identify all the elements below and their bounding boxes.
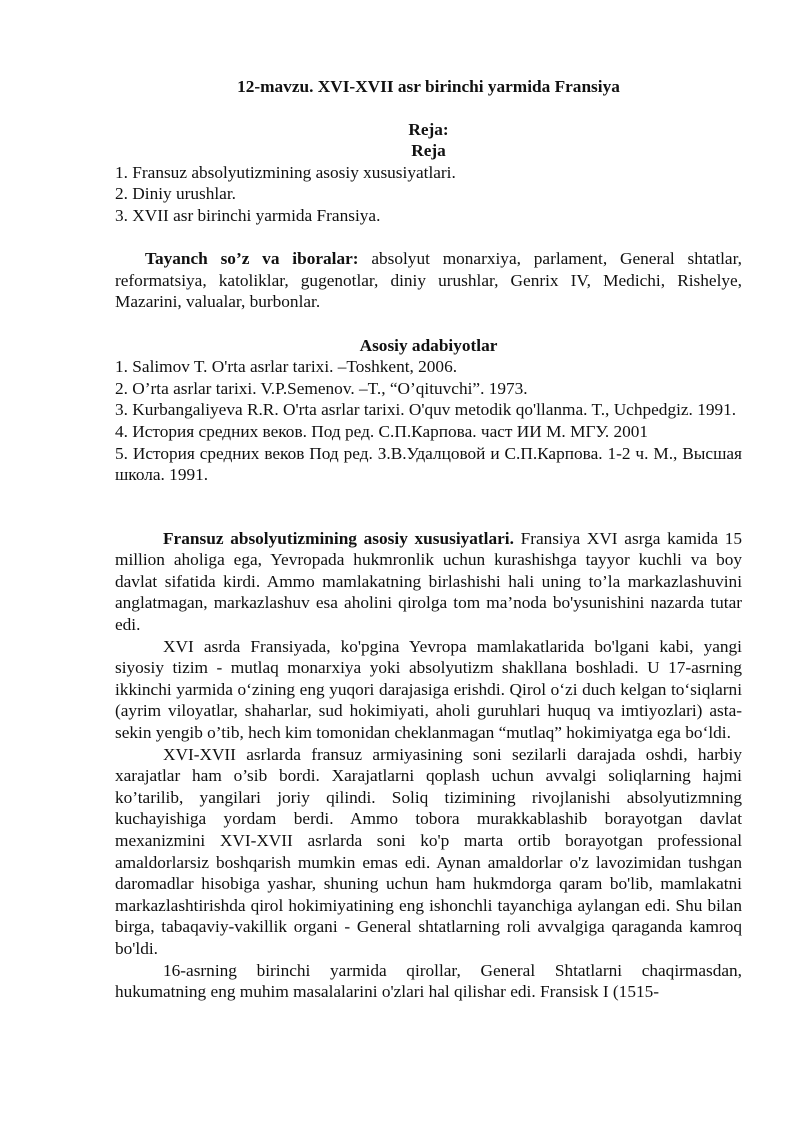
- body-paragraph-2: XVI asrda Fransiyada, ko'pgina Yevropa mamlakatlarida bo'lgani kabi, yangi siyosiy tizim - mutlaq monarxiya yoki absolyutizm shakllana boshladi. U 17-asrning ikkinchi yarmida o‘zining eng yuqori darajasiga erishdi. Qirol o‘zi duch kelgan to‘siqlarni (ayrim viloyatlar, shaharlar, sud hokimiyati, aholi guruhlari huquq va imtiyozlari) asta-sekin yengib o’tib, hech kim tomonidan cheklanmagan “mutlaq” hokimiyatga ega bo‘ldi.: [115, 636, 742, 743]
- section-heading: Fransuz absolyutizmining asosiy xususiyatlari.: [163, 528, 514, 548]
- keywords-text: absolyut monarxiya, parlament, General shtatlar, reformatsiya, katoliklar, gugenotlar, diniy urushlar, Genrix IV, Medichi, Rishelye, Mazarini, valualar, burbonlar.: [115, 249, 742, 312]
- plan-heading-repeat: Reja: [411, 141, 446, 161]
- literature-item: 3. Kurbangaliyeva R.R. O'rta asrlar tarixi. O'quv metodik qo'llanma. T., Uchpedgiz. 1991.: [115, 400, 737, 420]
- literature-item: 1. Salimov T. O'rta asrlar tarixi. –Toshkent, 2006.: [115, 357, 458, 377]
- spacer: [115, 486, 742, 528]
- literature-item: 4. История средних веков. Под ред. С.П.Карпова. част ИИ М. МГУ. 2001: [115, 421, 649, 441]
- body-paragraph-1: [115, 528, 742, 636]
- plan-item: 3. XVII asr birinchi yarmida Fransiya.: [115, 205, 381, 225]
- plan-item: 1. Fransuz absolyutizmining asosiy xususiyatlari.: [115, 162, 456, 182]
- literature-item: 5. История средних веков Под ред. З.В.Удалцовой и С.П.Карпова. 1-2 ч. М., Высшая школа. 1991.: [115, 443, 742, 485]
- keywords-paragraph: [115, 248, 742, 313]
- spacer: [115, 227, 742, 249]
- keywords-label: Tayanch so’z va iboralar:: [145, 249, 359, 269]
- plan-item: 2. Diniy urushlar.: [115, 184, 236, 204]
- plan-heading: Reja:: [408, 119, 449, 139]
- document-title: 12-mavzu. XVI-XVII asr birinchi yarmida Fransiya: [237, 77, 620, 96]
- body-paragraph-3: XVI-XVII asrlarda fransuz armiyasining soni sezilarli darajada oshdi, harbiy xarajatlar ham o’sib bordi. Xarajatlarni qoplash uchun avvalgi soliqlarning hajmi ko’tarilib, yangilari joriy qilindi. Soliq tizimining rivojlanishi absolyutizmning kuchayishiga yordam berdi. Ammo tobora murakkablashib borayotgan davlat mexanizmini XVI-XVII asrlarda soni ko'p marta ortib borayotgan professional amaldorlarsiz boshqarish mumkin emas edi. Aynan amaldorlar o'z lavozimidan tushgan daromadlar hisobiga yashar, shuning uchun ham hukmdorga qaram bo'lib, mamlakatni markazlashtirishda qirol hokimiyatining eng ishonchli tayanchiga aylangan edi. Shu bilan birga, tabaqaviy-vakillik organi - General shtatlarning roli avvalgiga qaraganda kamroq bo'ldi.: [115, 744, 742, 958]
- literature-item: 2. O’rta asrlar tarixi. V.P.Semenov. –T., “O’qituvchi”. 1973.: [115, 378, 528, 398]
- body-paragraph-4: 16-asrning birinchi yarmida qirollar, General Shtatlarni chaqirmasdan, hukumatning eng muhim masalalarini o'zlari hal qilishar edi. Fransisk I (1515-: [115, 960, 742, 1002]
- paragraph-text: Fransiya XVI asrga kamida 15 million aholiga ega, Yevropada hukmronlik uchun kurashishga tayyor kuchli va boy davlat sifatida kirdi. Ammo mamlakatning birlashishi hali uning to’la markazlashuvini anglatmagan, markazlashuv esa aholini qirolga tom ma’noda bo'ysunishini nazarda tutar edi.: [115, 528, 742, 635]
- spacer: [115, 313, 742, 335]
- literature-heading: Asosiy adabiyotlar: [359, 335, 498, 355]
